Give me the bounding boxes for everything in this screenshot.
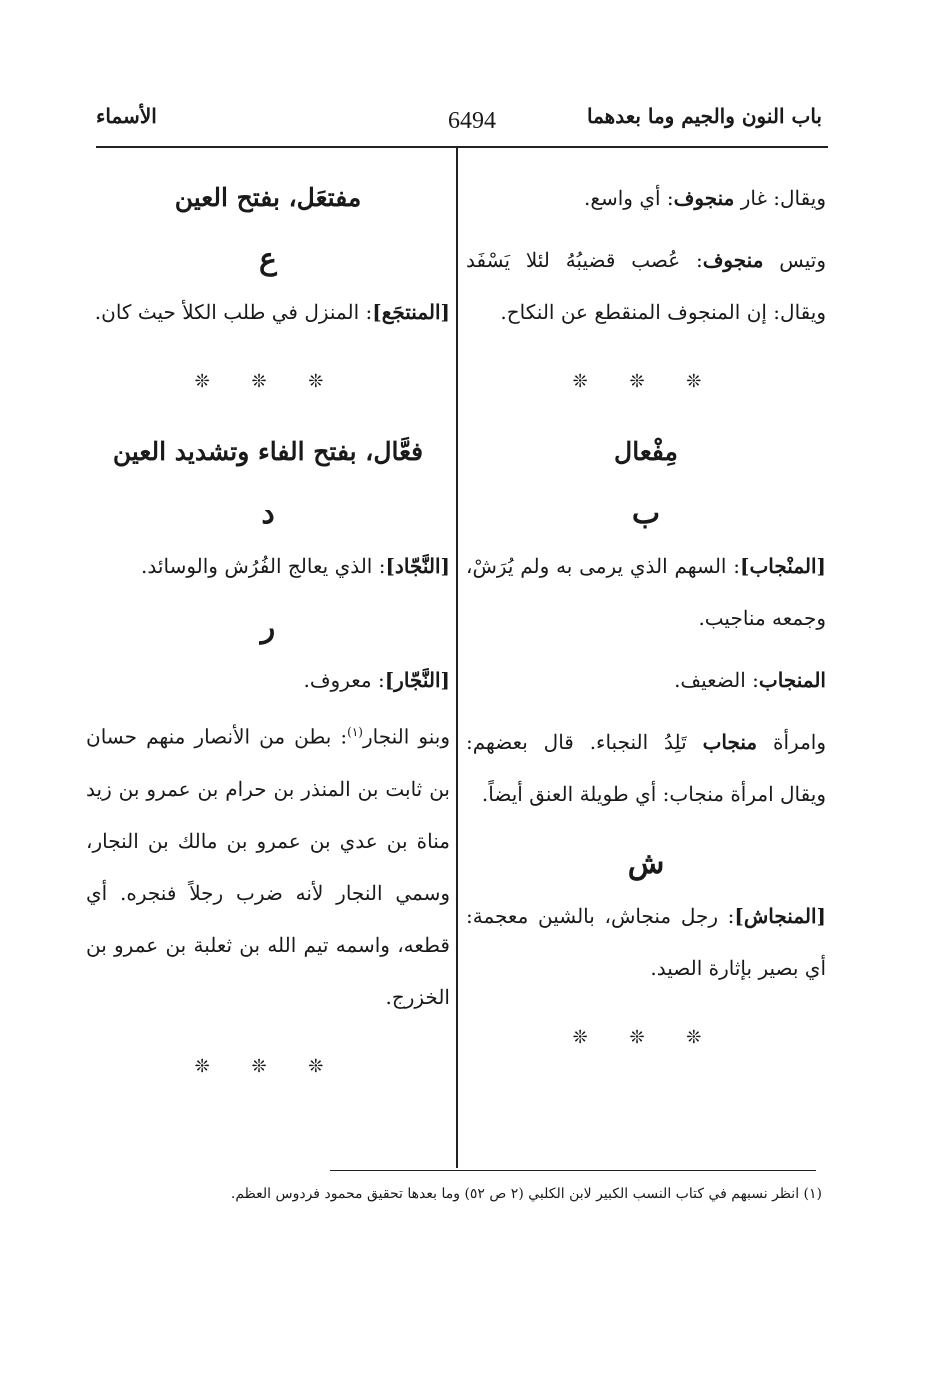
section-separator: ❊ ❊ ❊ xyxy=(194,1055,342,1077)
section-heading-faal: فعَّال، بفتح الفاء وتشديد العين xyxy=(112,437,424,466)
footnote-marker: (١) xyxy=(347,725,363,739)
page-number: 6494 xyxy=(448,108,496,134)
letter-heading-ra: ر xyxy=(260,610,276,645)
entry-banu-al-najjar: وبنو النجار$^{(١)}$: بطن من الأنصار منهم حسان بن ثابت بن المنذر بن حرام بن عمرو بن زيد مناة بن عدي بن عمرو بن مالك بن النجار، وسمي النجار لأنه ضرب رجلاً فنجره. أي قطعه، واسمه تيم الله بن ثعلبة بن عمرو بن الخزرج. xyxy=(86,724,450,1009)
section-heading-mifal: مِفْعال xyxy=(614,437,678,466)
section-separator: ❊ ❊ ❊ xyxy=(572,1027,720,1048)
section-separator: ❊ ❊ ❊ xyxy=(194,371,342,392)
running-head-section: الأسماء xyxy=(96,104,157,128)
entry-al-najjar: [النَّجّار]: معروف. xyxy=(303,668,450,692)
entry-ghar-manjuf: ويقال: غار منجوف: أي واسع. xyxy=(583,186,826,210)
entry-al-minjash: [المنجاش]: رجل منجاش، بالشين معجمة: أي بصير بإثارة الصيد. xyxy=(466,904,826,980)
section-separator: ❊ ❊ ❊ xyxy=(572,371,720,392)
entry-minjab-weak: المنجاب: الضعيف. xyxy=(674,668,826,692)
entry-tays-manjuf: وتيس منجوف: عُصب قضيبُهُ لئلا يَسْفَد ويقال: إن المنجوف المنقطع عن النكاح. xyxy=(466,248,826,324)
footnote: (١) انظر نسبهم في كتاب النسب الكبير لابن الكلبي (٢ ص ٥٢) وما بعدها تحقيق محمود فردوس العظم. xyxy=(230,1186,822,1202)
column-divider xyxy=(456,148,458,1168)
letter-heading-ain: ع xyxy=(259,242,277,277)
right-column xyxy=(466,172,826,1064)
entry-al-minjab: [المنْجاب]: السهم الذي يرمى به ولم يُرَشْ، وجمعه مناجيب. xyxy=(466,554,826,630)
left-column xyxy=(86,172,450,1093)
entry-al-muntaja: [المنتجَع]: المنزل في طلب الكلأ حيث كان. xyxy=(94,300,450,324)
entry-imraa-minjab: وامرأة منجاب تَلِدُ النجباء. قال بعضهم: ويقال امرأة منجاب: أي طويلة العنق أيضاً. xyxy=(466,730,826,806)
letter-heading-dal: د xyxy=(261,496,275,531)
running-head-chapter: باب النون والجيم وما بعدهما xyxy=(587,104,822,128)
letter-heading-ba: ب xyxy=(631,496,661,531)
section-heading-muftaal: مفتعَل، بفتح العين xyxy=(174,183,362,212)
letter-heading-shin: ش xyxy=(627,846,665,881)
header-rule xyxy=(96,146,828,148)
entry-al-najjad: [النَّجّاد]: الذي يعالج الفُرُش والوسائد. xyxy=(141,554,450,578)
footnote-rule xyxy=(330,1170,816,1171)
